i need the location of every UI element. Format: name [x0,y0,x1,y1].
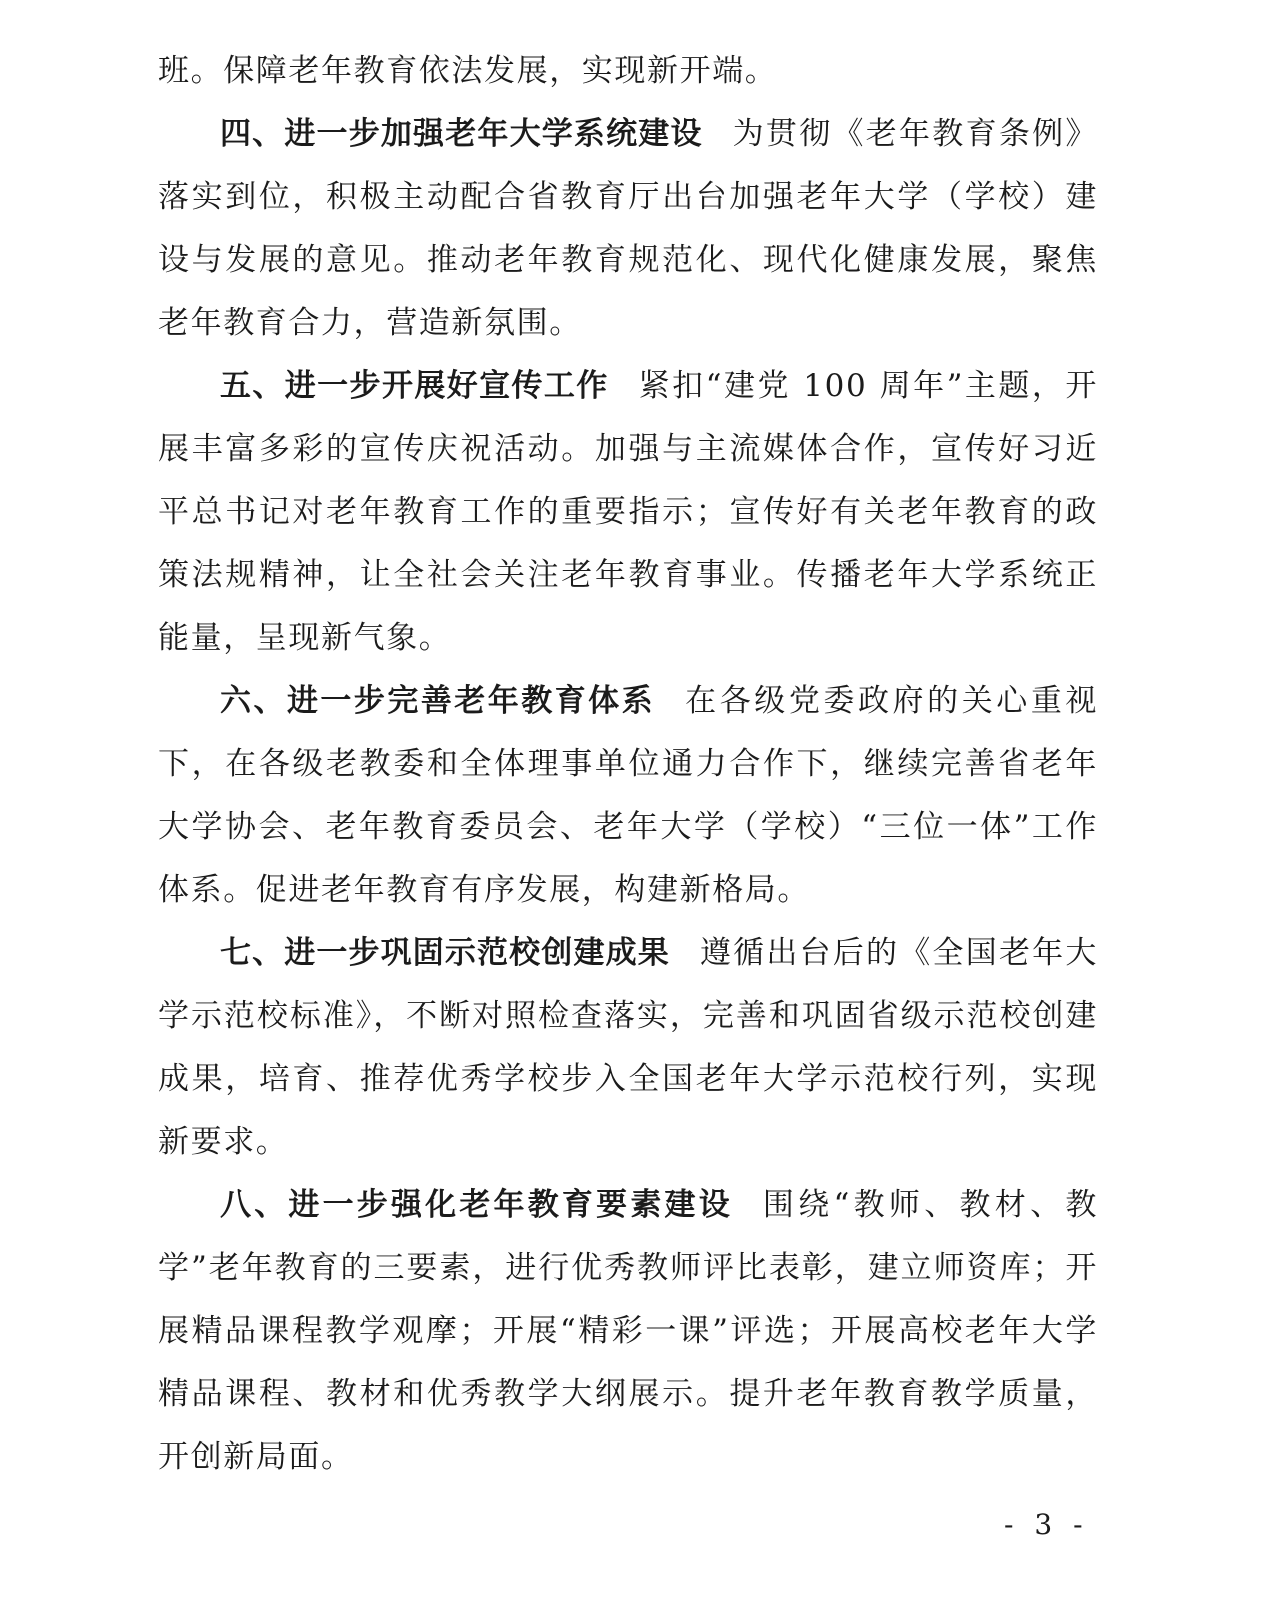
section-heading: 八、进一步强化老年教育要素建设 [220,1187,733,1223]
section-heading: 五、进一步开展好宣传工作 [220,368,609,404]
document-body [158,40,1098,1489]
section-heading: 四、进一步加强老年大学系统建设 [220,116,703,152]
paragraph-body: 为贯彻《老年教育条例》落实到位，积极主动配合省教育厅出台加强老年大学（学校）建设与发展的意见。推动老年教育规范化、现代化健康发展，聚焦老年教育合力，营造新氛围。 [158,116,1098,341]
section-seven [158,922,1098,1174]
section-heading: 六、进一步完善老年教育体系 [220,683,656,719]
paragraph-body: 班。保障老年教育依法发展，实现新开端。 [158,53,778,89]
section-five [158,355,1098,670]
paragraph-body: 在各级党委政府的关心重视下，在各级老教委和全体理事单位通力合作下，继续完善省老年大学协会、老年教育委员会、老年大学（学校）“三位一体”工作体系。促进老年教育有序发展，构建新格局。 [158,683,1099,908]
paragraph-continuation [158,40,1098,103]
paragraph-body: 紧扣“建党 100 周年”主题，开展丰富多彩的宣传庆祝活动。加强与主流媒体合作，宣传好习近平总书记对老年教育工作的重要指示；宣传好有关老年教育的政策法规精神，让全社会关注老年教育事业。传播老年大学系统正能量，呈现新气象。 [158,368,1098,656]
section-eight [158,1174,1098,1489]
section-heading: 七、进一步巩固示范校创建成果 [220,935,670,971]
section-four [158,103,1098,355]
page-number: - 3 - [1004,1508,1089,1541]
paragraph-body: 围绕“教师、教材、教学”老年教育的三要素，进行优秀教师评比表彰，建立师资库；开展精品课程教学观摩；开展“精彩一课”评选；开展高校老年大学精品课程、教材和优秀教学大纲展示。提升老年教育教学质量，开创新局面。 [158,1187,1098,1475]
section-six [158,670,1098,922]
paragraph-body: 遵循出台后的《全国老年大学示范校标准》，不断对照检查落实，完善和巩固省级示范校创建成果，培育、推荐优秀学校步入全国老年大学示范校行列，实现新要求。 [158,935,1099,1160]
